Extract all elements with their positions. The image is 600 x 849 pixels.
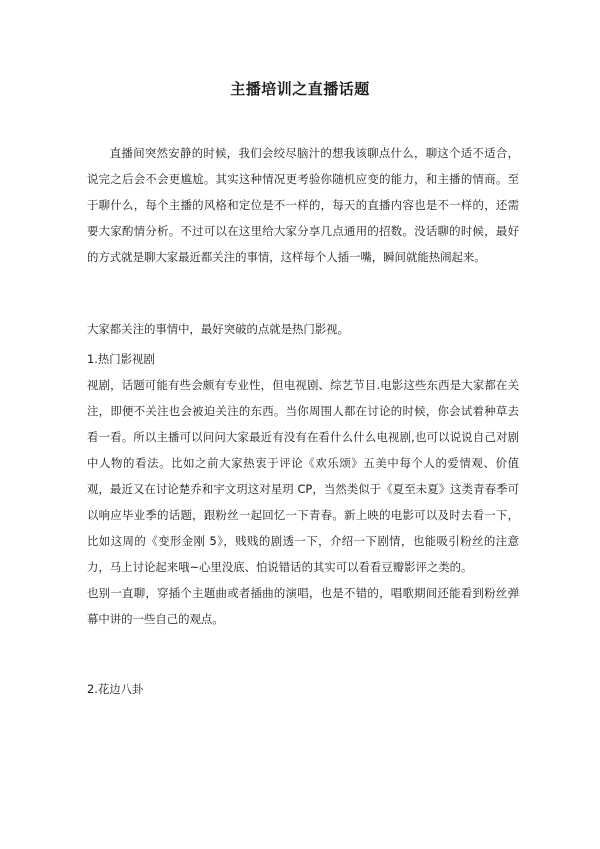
section-1-paragraph-2: 也别一直聊，穿插个主题曲或者插曲的演唱，也是不错的，唱歌期间还能看到粉丝弹幕中讲的一些自己的观点。 bbox=[87, 586, 519, 626]
page-title: 主播培训之直播话题 bbox=[230, 80, 370, 98]
section-1-paragraph-1: 视剧，话题可能有些会颇有专业性，但电视剧、综艺节目.电影这些东西是大家都在关注，即便不关注也会被迫关注的东西。当你周围人都在讨论的时候，你会试着种草去看一看。所以主播可以问问大家最近有没有在看什么什么电视剧,也可以说说自己对剧中人物的看法。比如之前大家热衷于评论《欢乐颂》五美中每个人的爱情观、价值观，最近又在讨论楚乔和宇文玥这对星玥 CP，当然类似于《夏至未夏》这类青春季可以响应毕业季的话题，跟粉丝一起回忆一下青春。新上映的电影可以及时去看一下，比如这周的《变形金刚 5》，贱贱的剧透一下，介绍一下剧情，也能吸引粉丝的注意力，马上讨论起来哦~心里没底、怕说错话的其实可以看看豆瓣影评之类的。 bbox=[87, 378, 519, 574]
lead-paragraph: 大家都关注的事情中，最好突破的点就是热门影视。 bbox=[87, 322, 349, 336]
section-heading-1: 1.热门影视剧 bbox=[87, 352, 155, 366]
section-heading-2: 2.花边八卦 bbox=[87, 682, 144, 696]
document-body bbox=[87, 140, 519, 702]
spacer bbox=[87, 632, 519, 676]
spacer bbox=[87, 270, 519, 316]
intro-paragraph: 直播间突然安静的时候，我们会绞尽脑汁的想我该聊点什么，聊这个适不适合，说完之后会不会更尴尬。其实这种情况更考验你随机应变的能力，和主播的情商。至于聊什么，每个主播的风格和定位是不一样的，每天的直播内容也是不一样的，还需要大家酌情分析。不过可以在这里给大家分享几点通用的招数。没话聊的时候，最好的方式就是聊大家最近都关注的事情，这样每个人插一嘴，瞬间就能热闹起来。 bbox=[87, 146, 519, 264]
